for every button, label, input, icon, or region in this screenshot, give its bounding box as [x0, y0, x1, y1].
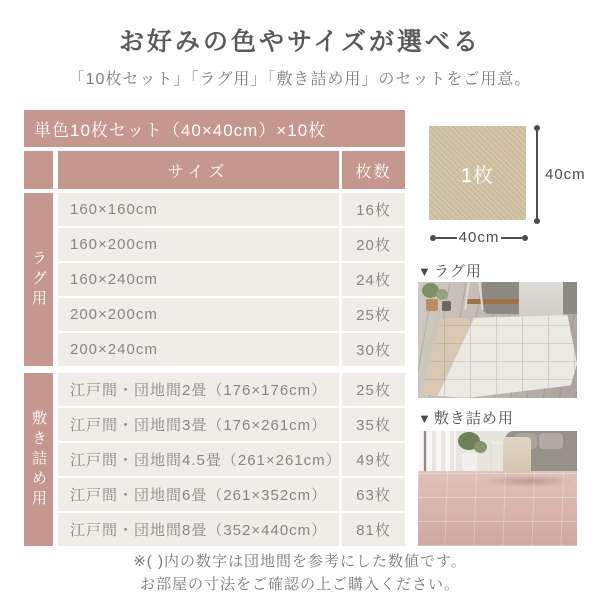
size-cell: 200×240cm: [58, 333, 339, 366]
table-header-row: [24, 151, 405, 189]
tile-piece-label: 1枚: [460, 164, 495, 187]
rug-photo-caption: [418, 260, 482, 281]
tile-swatch: [429, 126, 526, 220]
tiling-section: [24, 373, 405, 546]
plant-pot-shape: [426, 299, 438, 311]
size-cell: 江戸間・団地間2畳（176×176cm）: [58, 373, 339, 406]
size-cell: 江戸間・団地間6畳（261×352cm）: [58, 478, 339, 511]
cushion-shape: [539, 433, 563, 449]
width-dimension-line: [430, 229, 528, 246]
caption-label: 敷き詰め用: [433, 410, 514, 427]
size-table: [24, 110, 405, 546]
count-cell: 63枚: [342, 478, 405, 511]
table-row: [58, 478, 405, 511]
sofa-shadow-shape: [482, 475, 577, 487]
table-row: [58, 263, 405, 296]
tiling-photo-caption: [418, 407, 514, 428]
set-banner: 単色10枚セット（40×40cm）×10枚: [24, 110, 405, 147]
count-cell: 49枚: [342, 443, 405, 476]
size-cell: 160×240cm: [58, 263, 339, 296]
count-cell: 25枚: [342, 373, 405, 406]
page-subtitle: 「10枚セット」「ラグ用」「敷き詰め用」のセットをご用意。: [68, 71, 532, 88]
triangle-down-icon: ▼: [418, 264, 432, 279]
size-cell: 160×200cm: [58, 228, 339, 261]
tiling-rows: [58, 373, 405, 546]
vertical-label: ラグ用: [30, 249, 47, 310]
vertical-label: 敷き詰め用: [30, 409, 47, 510]
size-cell: 江戸間・団地間4.5畳（261×261cm）: [58, 443, 339, 476]
triangle-down-icon: ▼: [418, 411, 432, 426]
size-cell: 160×160cm: [58, 193, 339, 226]
table-row: [58, 408, 405, 441]
rug-section: [24, 193, 405, 366]
plant-pot-shape: [442, 301, 451, 311]
page-title: お好みの色やサイズが選べる: [118, 28, 481, 56]
count-cell: 20枚: [342, 228, 405, 261]
column-header-count: 枚数: [342, 151, 405, 189]
count-cell: 30枚: [342, 333, 405, 366]
rug-section-label: [24, 193, 53, 366]
size-cell: 江戸間・団地間3畳（176×261cm）: [58, 408, 339, 441]
height-dimension-line: [536, 129, 538, 220]
plant-shape: [436, 289, 448, 300]
tiling-photo: [418, 431, 577, 546]
count-cell: 35枚: [342, 408, 405, 441]
rug-rows: [58, 193, 405, 366]
count-cell: 24枚: [342, 263, 405, 296]
size-cell: 200×200cm: [58, 298, 339, 331]
tile-rug-shape: [418, 308, 577, 398]
table-row: [58, 443, 405, 476]
height-dimension-label: 40cm: [545, 166, 586, 183]
footnote-line1: ※( )内の数字は団地間を参考にした数値です。: [133, 553, 467, 570]
plant-pot-shape: [462, 453, 477, 471]
tiling-section-label: [24, 373, 53, 546]
count-cell: 16枚: [342, 193, 405, 226]
plant-shape: [474, 441, 487, 453]
column-header-size: サイズ: [58, 151, 339, 189]
size-cell: 江戸間・団地間8畳（352×440cm）: [58, 513, 339, 546]
table-row: [58, 228, 405, 261]
caption-label: ラグ用: [433, 263, 482, 280]
footnote: [0, 550, 600, 596]
count-cell: 25枚: [342, 298, 405, 331]
table-row: [58, 373, 405, 406]
table-leg-shape: [464, 282, 469, 310]
sofa-wood-rail: [466, 299, 522, 304]
table-row: [58, 513, 405, 546]
dimension-dot: [522, 235, 528, 241]
table-row: [58, 193, 405, 226]
width-dimension-label: 40cm: [458, 229, 500, 246]
corner-cell: [24, 151, 53, 189]
table-row: [58, 333, 405, 366]
count-cell: 81枚: [342, 513, 405, 546]
rug-photo: [418, 282, 577, 398]
dimension-line: [436, 237, 457, 239]
dimension-line: [501, 237, 522, 239]
footnote-line2: お部屋の寸法をご確認の上ご購入ください。: [139, 576, 460, 593]
table-row: [58, 298, 405, 331]
